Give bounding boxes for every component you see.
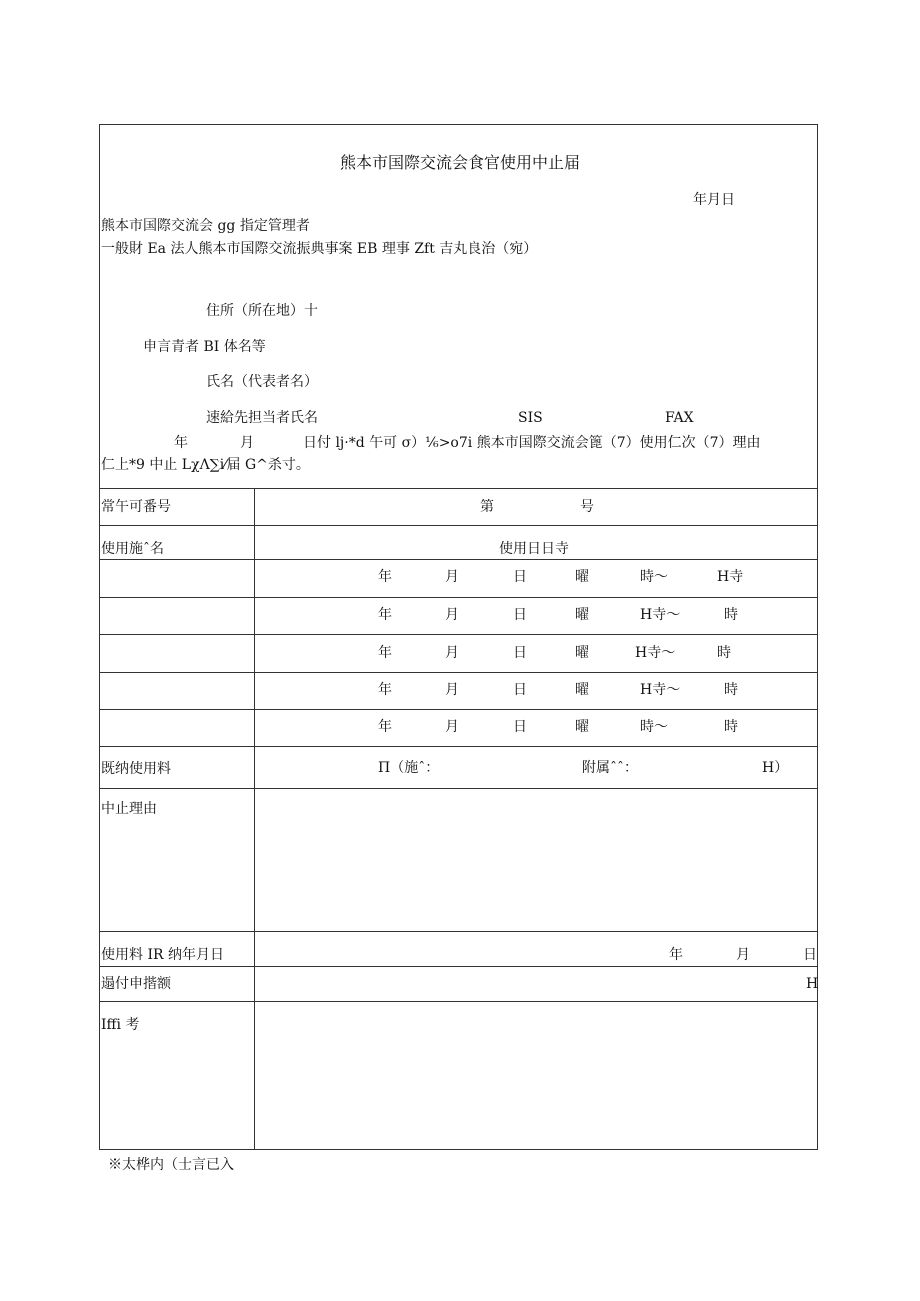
schedule-year: 年	[378, 607, 392, 623]
fee-payment-day: 日	[803, 947, 817, 963]
addressee-line-1: 熊本市国際交流会 gg 指定管理者	[101, 218, 310, 234]
contact-person-label: 速給先担当者氏名	[206, 410, 318, 426]
schedule-weekday: 曜	[575, 719, 589, 735]
schedule-year: 年	[378, 569, 392, 585]
fee-payment-date-label: 使用料 IR 纳年月日	[101, 947, 224, 963]
permit-number-label: 常午可番号	[101, 499, 171, 515]
schedule-start: H寺～	[640, 607, 681, 623]
permit-go: 号	[580, 499, 594, 515]
schedule-year: 年	[378, 682, 392, 698]
submission-date: 年月日	[693, 192, 735, 208]
schedule-end: 時	[724, 607, 738, 623]
row-rule	[99, 597, 818, 598]
schedule-day: 日	[513, 719, 527, 735]
address-label: 住所（所在地）十	[206, 303, 318, 319]
row-rule	[99, 709, 818, 710]
schedule-start: 時～	[640, 569, 668, 585]
schedule-end: 時	[724, 719, 738, 735]
paid-fee-end: H）	[762, 760, 789, 776]
body-statement-line-1: 日付 lj·*d 午可 σ）⅙>o7i 熊本市国際交流会篦（7）使用仁次（7）理由	[303, 435, 761, 451]
schedule-month: 月	[445, 719, 459, 735]
schedule-end: H寺	[717, 569, 744, 585]
fax-label: FAX	[665, 410, 694, 426]
representative-name-label: 氏名（代表者名）	[206, 374, 318, 390]
applicant-label: 申言青者 BI 体名等	[143, 339, 266, 355]
tel-label: SIS	[518, 410, 543, 426]
refund-unit: H	[806, 976, 819, 992]
row-rule	[99, 525, 818, 526]
row-rule	[99, 966, 818, 967]
paid-fee-facility: П（施ˆ：	[378, 760, 440, 776]
row-rule	[99, 634, 818, 635]
schedule-weekday: 曜	[575, 607, 589, 623]
body-month: 月	[240, 435, 254, 451]
refund-amount-label: 遢付申揩额	[101, 976, 171, 992]
schedule-weekday: 曜	[575, 569, 589, 585]
row-rule	[99, 672, 818, 673]
paid-fee-label: 既纳使用料	[101, 761, 171, 777]
permit-dai: 第	[480, 499, 494, 515]
schedule-month: 月	[445, 569, 459, 585]
usage-datetime-header: 使用日日寺	[499, 541, 569, 557]
schedule-end: 時	[724, 682, 738, 698]
row-rule	[99, 746, 818, 747]
footnote: ※太桦内（士言已入	[108, 1157, 234, 1173]
schedule-weekday: 曜	[575, 645, 589, 661]
schedule-weekday: 曜	[575, 682, 589, 698]
form-frame	[99, 124, 818, 1150]
schedule-month: 月	[445, 607, 459, 623]
schedule-start: 時～	[640, 719, 668, 735]
table-top-rule	[99, 488, 818, 489]
remarks-label: Iffi 考	[101, 1017, 140, 1033]
schedule-month: 月	[445, 645, 459, 661]
paid-fee-attached: 附属ˆˆ：	[582, 760, 638, 776]
row-rule	[99, 1001, 818, 1002]
row-rule	[99, 788, 818, 789]
facility-name-label: 使用施ˆ名	[101, 541, 164, 557]
schedule-day: 日	[513, 645, 527, 661]
schedule-start: H寺～	[640, 682, 681, 698]
column-divider	[254, 488, 255, 1150]
schedule-year: 年	[378, 645, 392, 661]
cancellation-reason-label: 中止理由	[101, 801, 157, 817]
schedule-start: H寺～	[635, 645, 676, 661]
fee-payment-year: 年	[669, 947, 683, 963]
body-year: 年	[174, 435, 188, 451]
schedule-day: 日	[513, 569, 527, 585]
row-rule	[99, 559, 818, 560]
schedule-day: 日	[513, 607, 527, 623]
schedule-month: 月	[445, 682, 459, 698]
schedule-day: 日	[513, 682, 527, 698]
schedule-end: 時	[717, 645, 731, 661]
row-rule	[99, 931, 818, 932]
fee-payment-month: 月	[736, 947, 750, 963]
addressee-line-2: 一般財 Ea 法人熊本市国際交流振典事案 EB 理事 Zft 吉丸良治（宛）	[101, 241, 538, 257]
body-statement-line-2: 仁上*9 中止 LχΛ∑i⁄届 G^杀寸。	[101, 457, 310, 473]
schedule-year: 年	[378, 719, 392, 735]
form-title: 熊本市国際交流会食官使用中止届	[339, 153, 580, 172]
